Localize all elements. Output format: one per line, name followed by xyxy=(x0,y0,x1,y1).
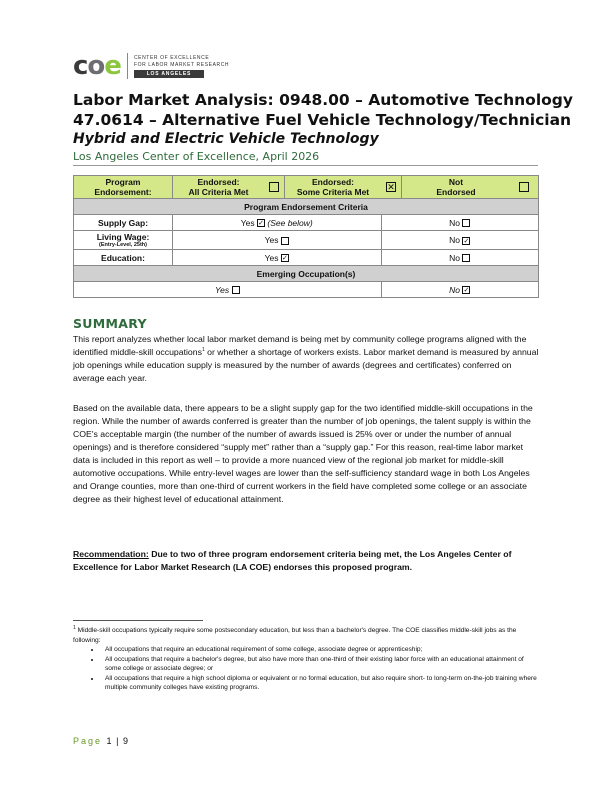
endorsed-some-label: Endorsed: Some Criteria Met xyxy=(285,176,382,199)
coe-logo xyxy=(73,52,229,80)
logo-line-1: CENTER OF EXCELLENCE xyxy=(133,54,210,61)
title-line-2: 47.0614 – Alternative Fuel Vehicle Technology/Technician xyxy=(73,111,572,129)
emerging-header: Emerging Occupation(s) xyxy=(74,266,539,282)
title-divider xyxy=(73,165,538,166)
supply-gap-no[interactable]: No xyxy=(381,215,539,231)
report-title xyxy=(73,90,573,164)
footnote-list xyxy=(73,645,539,693)
logo-divider xyxy=(127,53,128,79)
footnote-divider xyxy=(73,620,203,621)
logo-badge: LOS ANGELES xyxy=(134,70,204,78)
recommendation-label: Recommendation: xyxy=(73,549,149,559)
logo-text xyxy=(134,55,229,78)
emerging-yes[interactable]: Yes xyxy=(74,282,382,298)
endorsement-row xyxy=(74,176,539,199)
footnote: $^1$ Middle-skill occupations typically require some postsecondary education, but less than a bachelor's degree. The COE classifies middle-skill jobs as the following: • All occupations that require an educational requirement of some college, associate degree or apprenticeship; • All occupations that require a bachelor's degree, but also have more than one-third of their existing labor force with an educational attainment of some college or associate degree; or • All occupations that require a high school diploma or equivalent or no formal education, but also require short- to long-term on-the-job training where multiple community colleges have existing programs. xyxy=(73,626,539,693)
criteria-row-education xyxy=(74,250,539,266)
summary-heading: SUMMARY xyxy=(73,316,147,331)
title-line-1: Labor Market Analysis: 0948.00 – Automotive Technology xyxy=(73,91,573,109)
endorsed-all-label: Endorsed: All Criteria Met xyxy=(173,176,265,199)
recommendation-paragraph: Recommendation: Due to two of three program endorsement criteria being met, the Los Angeles Center of Excellence for Labor Market Research (LA COE) endorses this proposed program. xyxy=(73,549,512,572)
living-wage-no[interactable]: No ✓ xyxy=(381,231,539,250)
not-endorsed-checkbox[interactable] xyxy=(510,176,539,199)
endorsed-all-checkbox[interactable] xyxy=(264,176,285,199)
criteria-header: Program Endorsement Criteria xyxy=(74,199,539,215)
emerging-header-row xyxy=(74,266,539,282)
education-no[interactable]: No xyxy=(381,250,539,266)
emerging-row xyxy=(74,282,539,298)
list-item: • All occupations that require a bachelor's degree, but also have more than one-third of their existing labor force with an educational attainment of some college or associate degree; or xyxy=(101,655,539,674)
endorsed-some-checkbox[interactable]: ✕ xyxy=(381,176,402,199)
criteria-row-supply-gap xyxy=(74,215,539,231)
criteria-label: Supply Gap: xyxy=(74,215,173,231)
endorsement-criteria-table xyxy=(73,175,539,298)
education-yes[interactable]: Yes ✓ xyxy=(173,250,382,266)
report-subtitle: Hybrid and Electric Vehicle Technology xyxy=(73,131,379,147)
criteria-label: Education: xyxy=(74,250,173,266)
endorsement-label: Program Endorsement: xyxy=(74,176,173,199)
criteria-label: Living Wage: (Entry-Level, 25th) xyxy=(74,231,173,250)
list-item: • All occupations that require an educational requirement of some college, associate degree or apprenticeship; xyxy=(101,645,539,655)
living-wage-yes[interactable]: Yes xyxy=(173,231,382,250)
page-number: Page 1 | 9 xyxy=(73,736,128,746)
criteria-row-living-wage xyxy=(74,231,539,250)
emerging-no[interactable]: No ✓ xyxy=(381,282,539,298)
summary-paragraph-1: This report analyzes whether local labor market demand is being met by community college programs aligned with the identified middle-skill occupations$^1$ or whether a shortage of workers exists. Labor market demand is measured by annual job openings while education supply is measured by the number of awards (degrees and certificates) conferred on average each year. xyxy=(73,334,539,383)
supply-gap-yes[interactable]: Yes ✓ (See below) xyxy=(173,215,382,231)
footnote-ref[interactable]: 1 xyxy=(201,347,205,354)
not-endorsed-label: Not Endorsed xyxy=(402,176,511,199)
logo-line-2: FOR LABOR MARKET RESEARCH xyxy=(133,61,230,68)
summary-paragraph-2: Based on the available data, there appears to be a slight supply gap for the two identified middle-skill occupations in the region. While the number of awards conferred is greater than the number of job openings, the talent supply is within the COE's acceptable margin (the number of the number of awards issued is 25% over or under the number of annual openings) and is therefore considered “supply met” rather than a “supply gap.” For this reason, real-time labor market data is included in this report as well – to provide a more nuanced view of the regional job market for middle-skill automotive occupations. While entry-level wages are lower than the self-sufficiency standard wage in both Los Angeles and Orange counties, more than one-third of current workers in the field have completed some college or an associate degree as their highest level of educational attainment. xyxy=(73,403,533,504)
center-and-date: Los Angeles Center of Excellence, April 2026 xyxy=(73,150,320,163)
list-item: • All occupations that require a high school diploma or equivalent or no formal education, but also require short- to long-term on-the-job training where multiple community colleges have existing programs. xyxy=(101,674,539,693)
criteria-header-row xyxy=(74,199,539,215)
coe-logo-mark: coe xyxy=(73,51,121,81)
